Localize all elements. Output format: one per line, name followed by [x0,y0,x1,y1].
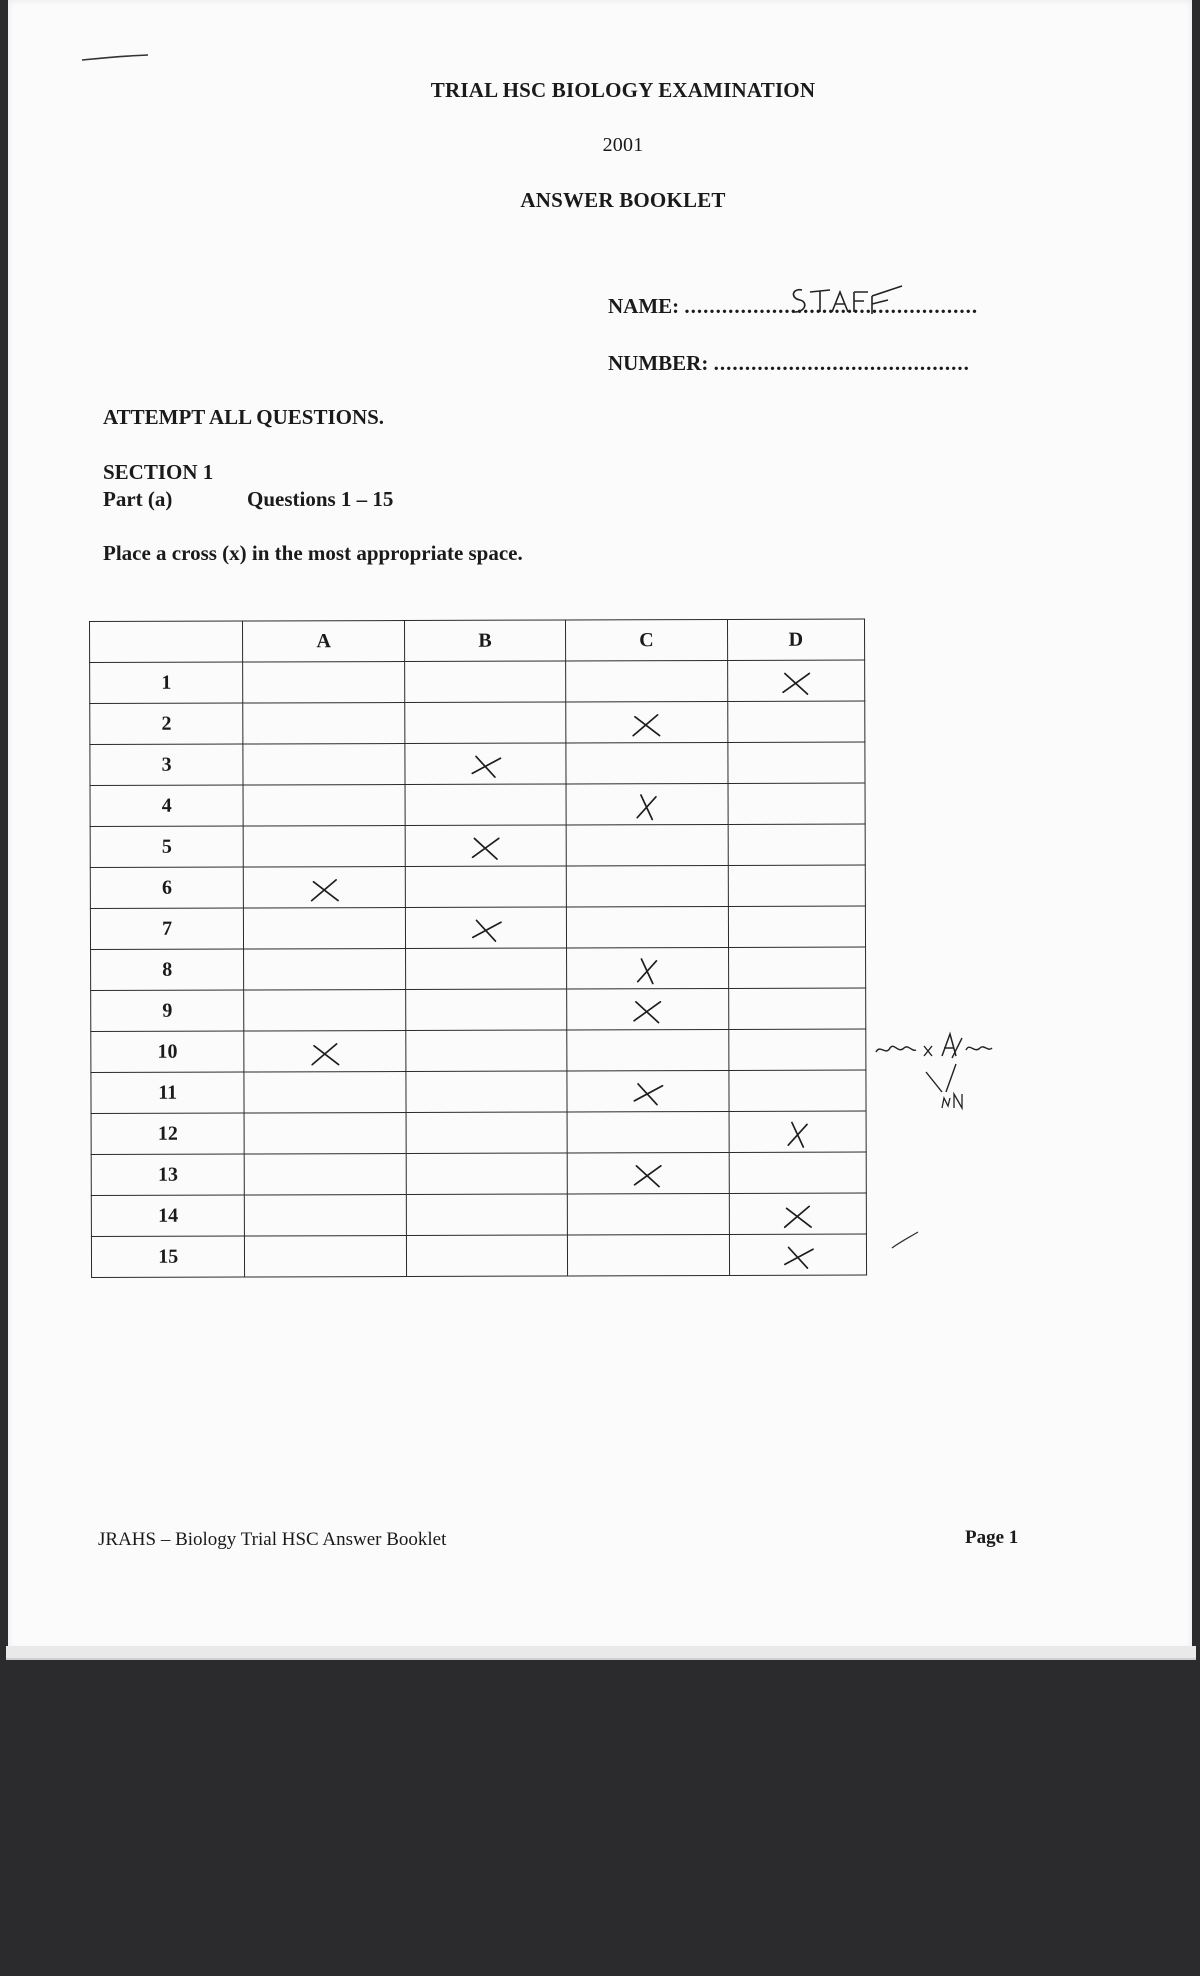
answer-row [90,824,865,867]
question-number: 10 [91,1031,245,1072]
answer-cell-a[interactable] [243,662,405,704]
answer-row [90,742,865,785]
answer-row [91,1029,866,1072]
answer-cell-b[interactable] [405,948,567,990]
question-number: 5 [90,826,244,867]
answer-row [91,1152,866,1195]
answer-cell-b[interactable] [406,1194,568,1236]
question-number: 1 [90,662,244,703]
part-label: Part (a) [103,487,173,511]
column-header-a: A [243,621,405,663]
answer-cell-d[interactable] [727,701,865,742]
handwritten-cross-mark [627,709,667,741]
page-number: Page 1 [965,1527,1019,1548]
answer-cell-a[interactable] [244,826,406,868]
exam-title: TRIAL HSC BIOLOGY EXAMINATION [430,78,816,102]
exam-year: 2001 [602,134,644,156]
answer-cell-d[interactable] [729,1234,867,1275]
question-number: 8 [91,949,245,990]
answer-cell-c[interactable] [566,865,728,907]
answer-cell-b[interactable] [405,784,567,826]
answer-cell-b[interactable] [405,866,567,908]
answer-cell-d[interactable] [728,906,866,947]
answer-cell-a[interactable] [245,1154,407,1196]
answer-cell-c[interactable] [566,701,728,743]
question-number: 14 [91,1195,245,1236]
question-number: 2 [90,703,244,744]
handwritten-cross-mark [465,751,505,783]
answer-cell-a[interactable] [245,1195,407,1237]
column-header-b: B [404,620,566,662]
handwritten-cross-mark [628,1078,668,1110]
answer-row [90,701,865,744]
answer-cell-b[interactable] [406,1235,568,1277]
handwritten-cross-mark [778,1201,818,1233]
answer-row [91,1234,866,1277]
column-header-d: D [727,619,865,660]
answer-cell-d[interactable] [728,783,866,824]
handwritten-cross-mark [305,1038,345,1070]
answer-cell-b[interactable] [405,743,567,785]
answer-cell-b[interactable] [405,825,567,867]
answer-cell-d[interactable] [728,947,866,988]
answer-row [91,988,866,1031]
question-number: 3 [90,744,244,785]
stray-pen-mark [888,1226,928,1256]
answer-cell-c[interactable] [567,947,729,989]
handwritten-cross-mark [627,791,667,823]
answer-cell-a[interactable] [243,785,405,827]
answer-cell-c[interactable] [566,824,728,866]
question-number: 9 [91,990,245,1031]
answer-row [90,660,865,703]
answer-cell-b[interactable] [405,989,567,1031]
questions-range: Questions 1 – 15 [247,487,394,511]
handwritten-name-staff [784,282,914,322]
question-number: 7 [90,908,244,949]
answer-row [91,1070,866,1113]
answer-row [90,783,865,826]
handwritten-cross-mark [304,874,344,906]
handwritten-cross-mark [777,1119,817,1151]
handwritten-cross-mark [627,955,667,987]
answer-cell-c[interactable] [567,906,729,948]
answer-cell-c[interactable] [566,742,728,784]
answer-cell-c[interactable] [567,1029,729,1071]
answer-row [91,1193,866,1236]
handwritten-cross-mark [466,833,506,865]
answer-cell-d[interactable] [728,824,866,865]
answer-grid [89,619,867,1278]
name-label: NAME: [608,294,680,318]
answer-cell-b[interactable] [405,702,567,744]
answer-cell-d[interactable] [728,865,866,906]
answer-cell-a[interactable] [244,990,406,1032]
answer-cell-c[interactable] [566,660,728,702]
answer-cell-d[interactable] [728,1029,866,1070]
answer-grid-header [90,619,865,662]
answer-cell-c[interactable] [568,1234,730,1276]
answer-cell-a[interactable] [244,949,406,991]
part-heading [103,487,394,512]
paper-sheet [8,0,1192,1652]
answer-row [90,906,865,949]
section-heading: SECTION 1 [103,460,214,484]
answer-row [90,865,865,908]
booklet-title: ANSWER BOOKLET [520,188,726,212]
question-number: 12 [91,1113,245,1154]
question-number: 11 [91,1072,245,1113]
answer-cell-d[interactable] [729,1193,867,1234]
answer-cell-c[interactable] [567,1070,729,1112]
answer-row [91,1111,866,1154]
answer-cell-d[interactable] [727,742,865,783]
pen-stroke-mark [78,50,158,70]
answer-cell-c[interactable] [566,783,728,825]
answer-cell-a[interactable] [244,1113,406,1155]
answer-grid-body [90,660,867,1277]
question-number: 6 [90,867,244,908]
answer-cell-a[interactable] [244,1072,406,1114]
name-dots: ............................................... [684,294,979,318]
question-number: 13 [91,1154,245,1195]
footer-booklet-name: JRAHS – Biology Trial HSC Answer Booklet [98,1529,447,1550]
handwritten-cross-mark [466,915,506,947]
margin-handwritten-note [870,1028,1030,1128]
answer-cell-b[interactable] [406,1153,568,1195]
number-dots: ......................................... [713,351,970,375]
answer-cell-a[interactable] [244,908,406,950]
answer-cell-d[interactable] [729,1070,867,1111]
answer-cell-c[interactable] [568,1193,730,1235]
answer-cell-d[interactable] [728,988,866,1029]
answer-cell-d[interactable] [727,660,865,701]
attempt-all-questions: ATTEMPT ALL QUESTIONS. [103,405,385,429]
answer-cell-a[interactable] [243,703,405,745]
number-field [608,351,970,376]
answer-cell-c[interactable] [567,988,729,1030]
handwritten-cross-mark [628,996,668,1028]
handwritten-cross-mark [776,668,816,700]
answer-cell-b[interactable] [406,1030,568,1072]
corner-cell [90,621,244,662]
answer-cell-b[interactable] [405,907,567,949]
answer-cell-b[interactable] [404,661,566,703]
handwritten-cross-mark [628,1160,668,1192]
answer-cell-b[interactable] [406,1071,568,1113]
answer-cell-c[interactable] [567,1152,729,1194]
answer-cell-a[interactable] [244,867,406,909]
answer-cell-a[interactable] [244,1031,406,1073]
column-header-c: C [566,619,728,661]
handwritten-cross-mark [778,1242,818,1274]
number-label: NUMBER: [608,351,709,375]
answer-cell-a[interactable] [245,1236,407,1278]
answer-cell-d[interactable] [729,1111,867,1152]
question-number: 4 [90,785,244,826]
instruction-text: Place a cross (x) in the most appropriate space. [103,541,523,565]
answer-cell-b[interactable] [406,1112,568,1154]
answer-cell-d[interactable] [729,1152,867,1193]
answer-cell-c[interactable] [567,1111,729,1153]
paper-bottom-edge [6,1646,1196,1660]
answer-row [91,947,866,990]
question-number: 15 [91,1236,245,1277]
answer-cell-a[interactable] [243,744,405,786]
